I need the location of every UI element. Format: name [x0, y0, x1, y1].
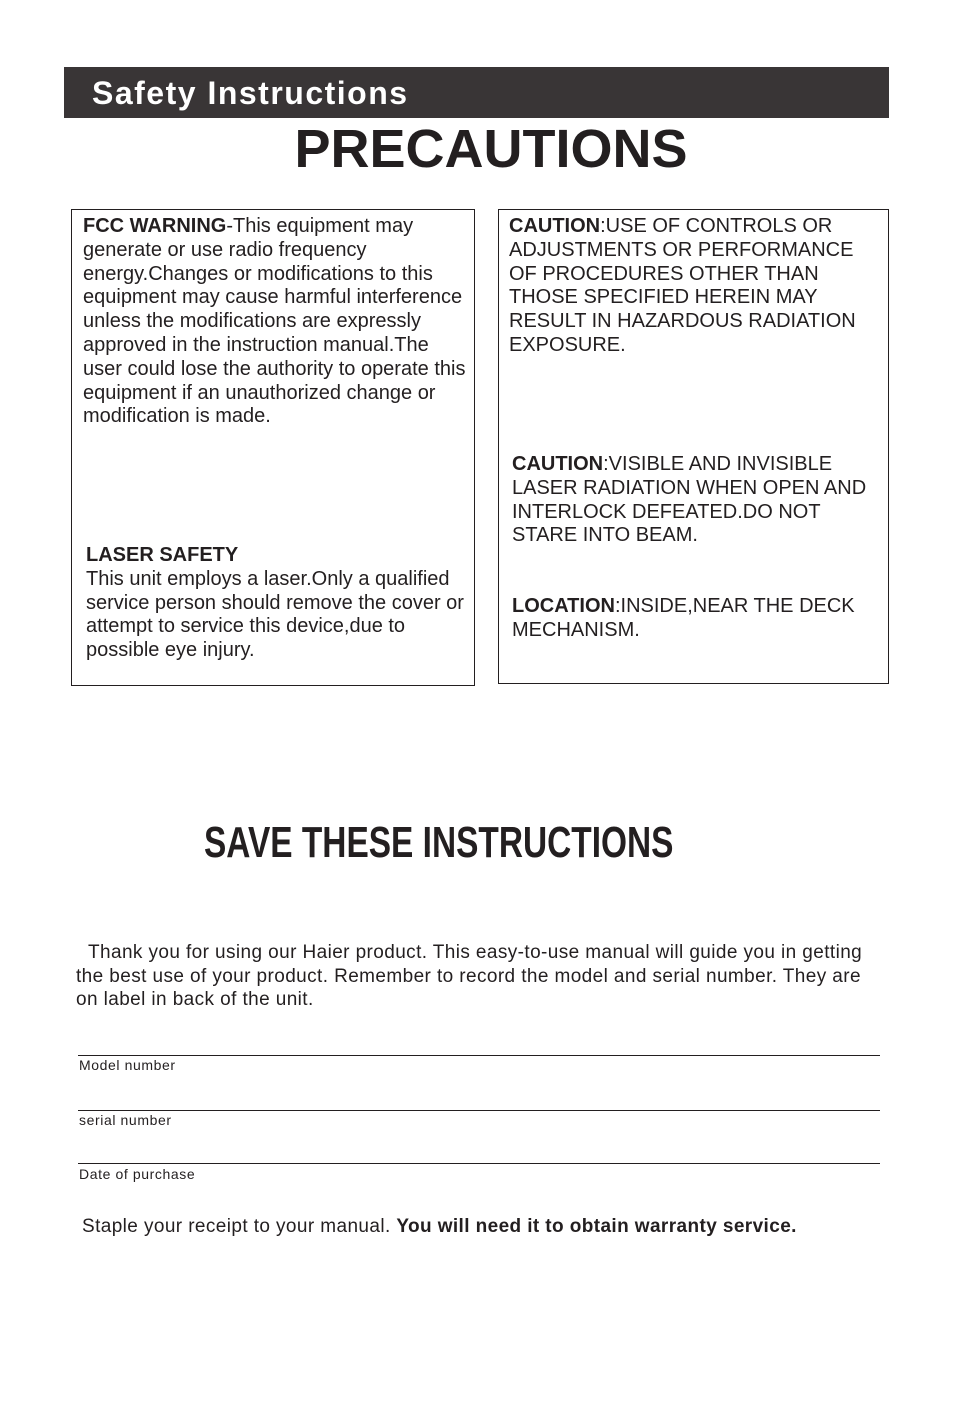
fcc-warning-label: FCC WARNING: [83, 215, 227, 237]
model-number-label: Model number: [79, 1057, 176, 1073]
location-text: :INSIDE,NEAR THE DECK MECHANISM.: [512, 595, 855, 641]
staple-text: Staple your receipt to your manual.: [82, 1216, 397, 1237]
section-title: Safety Instructions: [92, 75, 409, 111]
fcc-warning: [83, 215, 473, 429]
purchase-date-label: Date of purchase: [79, 1166, 196, 1182]
laser-safety-text: This unit employs a laser.Only a qualified service person should remove the cover or attempt to service this device,due to possible eye injury.: [86, 567, 464, 662]
caution-text: :USE OF CONTROLS OR ADJUSTMENTS OR PERFORMANCE OF PROCEDURES OTHER THAN THOSE SPECIFIED HEREIN MAY RESULT IN HAZARDOUS RADIATION EXPOSURE.: [509, 215, 856, 356]
staple-receipt-note: [82, 1216, 797, 1238]
caution-label: CAUTION: [512, 453, 604, 475]
fcc-warning-text: -This equipment may generate or use radio frequency energy.Changes or modifications to this equipment may cause harmful interference unless the modifications are expressly approved in the instruction manual.The user could lose the authority to operate this equipment if an unauthorized change or modification is made.: [83, 215, 466, 428]
thank-you-paragraph: Thank you for using our Haier product. This easy-to-use manual will guide you in getting the best use of your product. Remember to record the model and serial number. They are on label in back of the unit.: [76, 942, 863, 1010]
serial-number-line: [78, 1110, 880, 1111]
location-label: LOCATION: [512, 595, 615, 617]
caution-radiation-exposure: [509, 215, 881, 358]
section-header-bar: [64, 67, 889, 118]
laser-safety: [86, 544, 478, 663]
page-title: PRECAUTIONS: [294, 119, 688, 179]
warranty-note: You will need it to obtain warranty service.: [396, 1216, 797, 1237]
save-instructions-title: SAVE THESE INSTRUCTIONS: [204, 818, 674, 867]
location-note: [512, 595, 884, 643]
purchase-date-line: [78, 1163, 880, 1164]
model-number-line: [78, 1055, 880, 1056]
caution-label: CAUTION: [509, 215, 601, 237]
caution-laser-radiation: [512, 453, 890, 548]
caution-text: :VISIBLE AND INVISIBLE LASER RADIATION WHEN OPEN AND INTERLOCK DEFEATED.DO NOT STARE INTO BEAM.: [512, 453, 867, 547]
laser-safety-heading: LASER SAFETY: [86, 544, 239, 566]
serial-number-label: serial number: [79, 1112, 172, 1128]
